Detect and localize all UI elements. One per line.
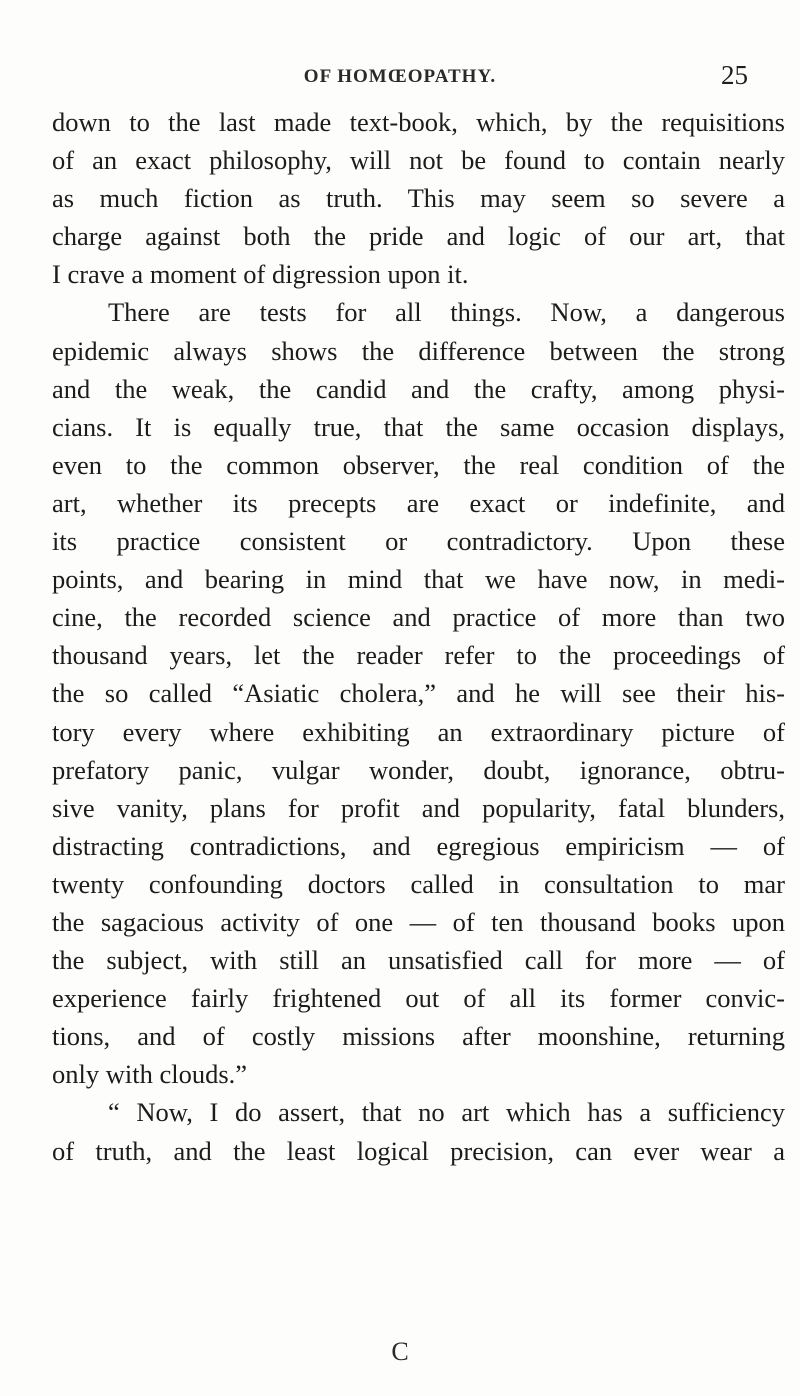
text-line: “ Now, I do assert, that no art which has a sufficiency: [108, 1097, 785, 1128]
text-line: even to the common observer, the real condition of the: [52, 449, 785, 480]
text-line: of truth, and the least logical precision, can ever wear a: [52, 1135, 785, 1166]
text-line: the sagacious activity of one — of ten thousand books upon: [52, 906, 785, 937]
text-line: tions, and of costly missions after moonshine, returning: [52, 1021, 785, 1052]
text-line: experience fairly frightened out of all its former convic-: [52, 983, 785, 1014]
signature-mark: C: [391, 1337, 409, 1366]
text-line: prefatory panic, vulgar wonder, doubt, ignorance, obtru-: [52, 754, 785, 785]
text-line: and the weak, the candid and the crafty, among physi-: [52, 373, 785, 404]
text-line: of an exact philosophy, will not be found to contain nearly: [52, 145, 785, 176]
text-line: art, whether its precepts are exact or indefinite, and: [52, 487, 785, 518]
text-line: thousand years, let the reader refer to the proceedings of: [52, 640, 785, 671]
text-line: as much fiction as truth. This may seem so severe a: [52, 183, 785, 214]
text-line: sive vanity, plans for profit and popularity, fatal blunders,: [52, 792, 785, 823]
text-line: I crave a moment of digression upon it.: [52, 259, 469, 290]
text-line: only with clouds.”: [52, 1059, 248, 1090]
text-line: the so called “Asiatic cholera,” and he will see their his-: [52, 678, 785, 709]
running-head: OF HOMŒOPATHY.: [303, 66, 497, 87]
text-line: the subject, with still an unsatisfied call for more — of: [52, 945, 785, 976]
text-line: twenty confounding doctors called in consultation to mar: [52, 868, 785, 899]
text-line: tory every where exhibiting an extraordinary picture of: [52, 716, 785, 747]
page-header: [0, 52, 800, 92]
text-line: points, and bearing in mind that we have now, in medi-: [52, 564, 785, 595]
text-line: charge against both the pride and logic of our art, that: [52, 221, 785, 252]
page-number: 25: [721, 60, 748, 90]
text-line: cians. It is equally true, that the same occasion displays,: [52, 411, 785, 442]
text-line: cine, the recorded science and practice of more than two: [52, 602, 785, 633]
text-line: distracting contradictions, and egregious empiricism — of: [52, 830, 785, 861]
text-line: epidemic always shows the difference between the strong: [52, 335, 785, 366]
text-line: There are tests for all things. Now, a dangerous: [108, 297, 785, 328]
text-line: down to the last made text-book, which, by the requisitions: [52, 107, 785, 137]
text-line: its practice consistent or contradictory. Upon these: [52, 526, 785, 557]
body-text: [52, 103, 785, 1170]
